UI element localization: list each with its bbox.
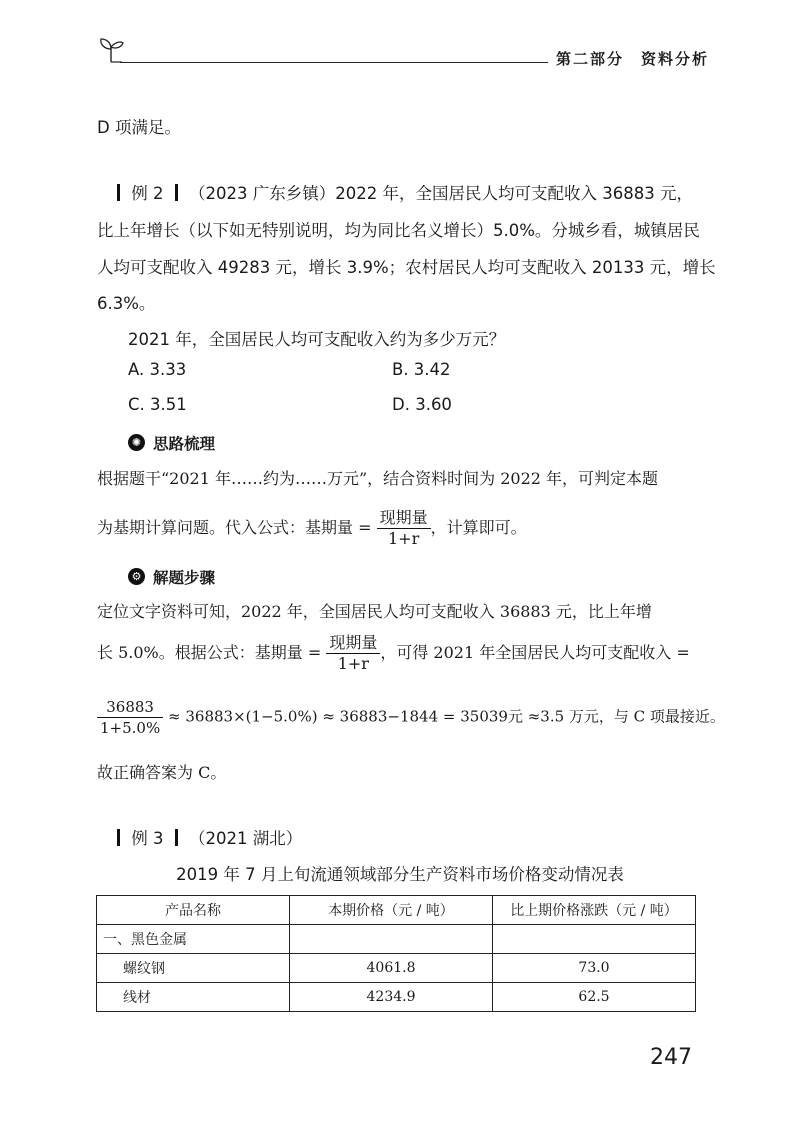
table-cell: 4061.8 (290, 954, 493, 983)
header-rule (120, 62, 548, 63)
table-header-row (97, 896, 696, 925)
option-a: A. 3.33 (128, 360, 187, 379)
previous-answer-tail: D 项满足。 (97, 118, 181, 137)
header-title: 第二部分 资料分析 (556, 50, 710, 68)
lightbulb-icon: ✺ (128, 434, 145, 451)
example3-heading (117, 825, 302, 849)
analysis-frac-den: 1+r (387, 529, 420, 548)
table-cell: 一、黑色金属 (97, 925, 290, 954)
table-row (97, 983, 696, 1012)
example3-label: 例 3 (131, 829, 164, 848)
gear-icon: ⚙ (128, 568, 145, 585)
analysis-frac-num: 现期量 (377, 508, 431, 529)
sprout-icon (96, 34, 126, 64)
example2-label: 例 2 (131, 184, 164, 203)
price-table (96, 895, 696, 1012)
solution-title: 解题步骤 (153, 569, 216, 587)
solution-fraction (326, 633, 380, 674)
analysis-title: 思路梳理 (153, 435, 216, 453)
option-b: B. 3.42 (392, 360, 451, 379)
solution-line-2 (97, 633, 690, 674)
analysis-line-2 (97, 508, 527, 549)
analysis-line-2-pre: 为基期计算问题。代入公式：基期量 = (97, 518, 372, 537)
example2-heading (117, 180, 693, 204)
table-cell (290, 925, 493, 954)
heading-bar-right (175, 184, 178, 201)
table-cell: 62.5 (493, 983, 696, 1012)
table-cell: 螺纹钢 (97, 954, 290, 983)
table-title: 2019 年 7 月上旬流通领域部分生产资料市场价格变动情况表 (176, 865, 624, 884)
solution-calc (97, 697, 725, 738)
solution-answer: 故正确答案为 C。 (97, 763, 227, 782)
calc-fraction (97, 697, 163, 738)
table-row (97, 954, 696, 983)
solution-frac-den: 1+r (337, 654, 369, 673)
table-row (97, 925, 696, 954)
table-header-cell: 产品名称 (97, 896, 290, 925)
heading-bar-right (175, 829, 178, 846)
heading-bar-left (117, 829, 120, 846)
table-cell: 73.0 (493, 954, 696, 983)
heading-bar-left (117, 184, 120, 201)
analysis-fraction (377, 508, 431, 549)
table-header-cell: 本期价格（元 / 吨） (290, 896, 493, 925)
option-c: C. 3.51 (128, 395, 187, 414)
table-cell: 线材 (97, 983, 290, 1012)
table-header-cell: 比上期价格涨跌（元 / 吨） (493, 896, 696, 925)
analysis-line-2-post: ，计算即可。 (430, 518, 527, 537)
example2-line-0: 2022 年，全国居民人均可支配收入 36883 元， (335, 184, 693, 203)
solution-line-1: 定位文字资料可知，2022 年，全国居民人均可支配收入 36883 元，比上年增 (97, 602, 652, 621)
calc-frac-num: 36883 (97, 697, 163, 718)
example2-line-2: 人均可支配收入 49283 元，增长 3.9%；农村居民人均可支配收入 20133 元，增长 (97, 258, 716, 277)
solution-line-2-pre: 长 5.0%。根据公式：基期量 = (97, 643, 322, 662)
calc-rest: ≈ 36883×(1−5.0%) ≈ 36883−1844 = 35039元 ≈3.5 万元，与 C 项最接近。 (168, 707, 725, 726)
example3-source: （2021 湖北） (189, 829, 303, 848)
table-cell: 4234.9 (290, 983, 493, 1012)
analysis-line-1: 根据题干“2021 年……约为……万元”，结合资料时间为 2022 年，可判定本题 (97, 469, 659, 488)
table-cell (493, 925, 696, 954)
page-number: 247 (650, 1045, 692, 1070)
solution-frac-num: 现期量 (326, 633, 380, 654)
example2-line-1: 比上年增长（以下如无特别说明，均为同比名义增长）5.0%。分城乡看，城镇居民 (97, 221, 700, 240)
example2-source: （2023 广东乡镇） (189, 184, 336, 203)
example2-question: 2021 年，全国居民人均可支配收入约为多少万元？ (128, 330, 506, 349)
option-d: D. 3.60 (392, 395, 452, 414)
solution-line-2-post: ，可得 2021 年全国居民人均可支配收入 = (380, 643, 690, 662)
example2-line-3: 6.3%。 (97, 294, 156, 313)
calc-frac-den: 1+5.0% (100, 719, 161, 737)
